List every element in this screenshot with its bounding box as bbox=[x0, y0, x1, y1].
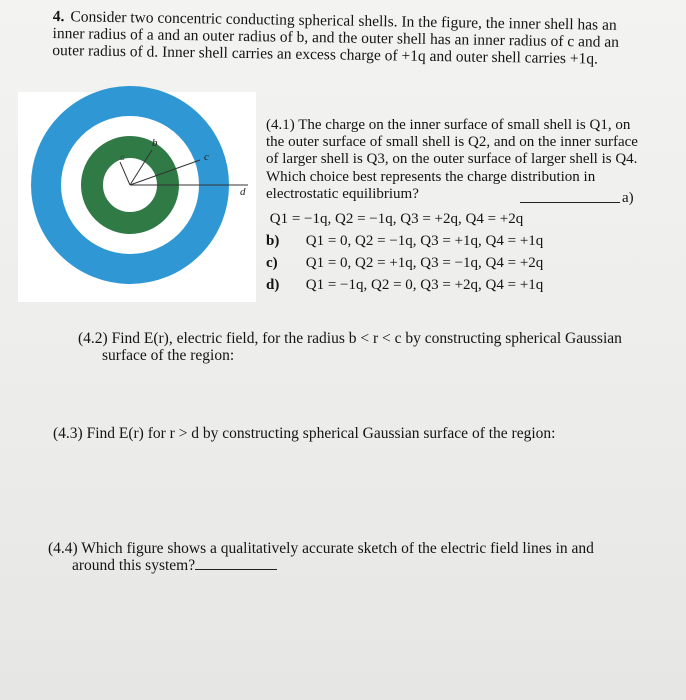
label-d: d bbox=[240, 186, 246, 198]
choice-text: Q1 = −1q, Q2 = −1q, Q3 = +2q, Q4 = +2q bbox=[269, 211, 524, 227]
label-c: c bbox=[204, 151, 209, 163]
question-4-4 bbox=[48, 540, 648, 574]
answer-option-a-mark: a) bbox=[622, 190, 634, 206]
choice-text: Q1 = −1q, Q2 = 0, Q3 = +2q, Q4 = +1q bbox=[305, 277, 544, 293]
answer-blank-4-4[interactable] bbox=[195, 557, 277, 570]
choice-text: Q1 = 0, Q2 = −1q, Q3 = +1q, Q4 = +1q bbox=[305, 233, 544, 249]
answer-blank-4-1[interactable] bbox=[520, 188, 620, 203]
choice-text: Q1 = 0, Q2 = +1q, Q3 = −1q, Q4 = +2q bbox=[305, 255, 544, 271]
choice-label: d) bbox=[266, 277, 280, 293]
question-4-4-line2-wrap bbox=[48, 557, 648, 574]
question-4-2 bbox=[78, 330, 638, 364]
choice-c[interactable] bbox=[266, 252, 596, 274]
label-a: a bbox=[120, 152, 125, 162]
question-4-number: 4. bbox=[52, 8, 65, 26]
choice-b[interactable] bbox=[266, 230, 596, 252]
question-4-4-line2: around this system? bbox=[72, 557, 196, 574]
choices-list bbox=[266, 208, 596, 296]
choice-a[interactable] bbox=[266, 208, 596, 230]
choice-d[interactable] bbox=[266, 274, 596, 296]
question-4-3: (4.3) Find E(r) for r > d by constructing spherical Gaussian surface of the region: bbox=[53, 425, 556, 442]
question-4-text: Consider two concentric conducting spherical shells. In the figure, the inner shell has an inner radius of a and an outer radius of b, and the outer shell has an inner radius of c and an outer radius of d. Inner shell carries an excess charge of +1q and outer shell carries +1q. bbox=[52, 8, 620, 68]
question-4-2-line1: (4.2) Find E(r), electric field, for the radius b < r < c by constructing spherical Gaussian bbox=[78, 330, 622, 347]
choice-label: c) bbox=[266, 255, 278, 271]
question-4-4-line1: (4.4) Which figure shows a qualitatively accurate sketch of the electric field lines in and bbox=[48, 540, 594, 557]
question-4-1: (4.1) The charge on the inner surface of small shell is Q1, on the outer surface of small shell is Q2, and on the inner surface of larger shell is Q3, on the outer surface of larger shell is Q4. Which choice best represents the charge distribution in electrostatic equilibrium? bbox=[266, 117, 638, 202]
choice-label: b) bbox=[266, 233, 280, 249]
label-b: b bbox=[152, 137, 158, 149]
question-4-2-line2: surface of the region: bbox=[102, 347, 235, 364]
